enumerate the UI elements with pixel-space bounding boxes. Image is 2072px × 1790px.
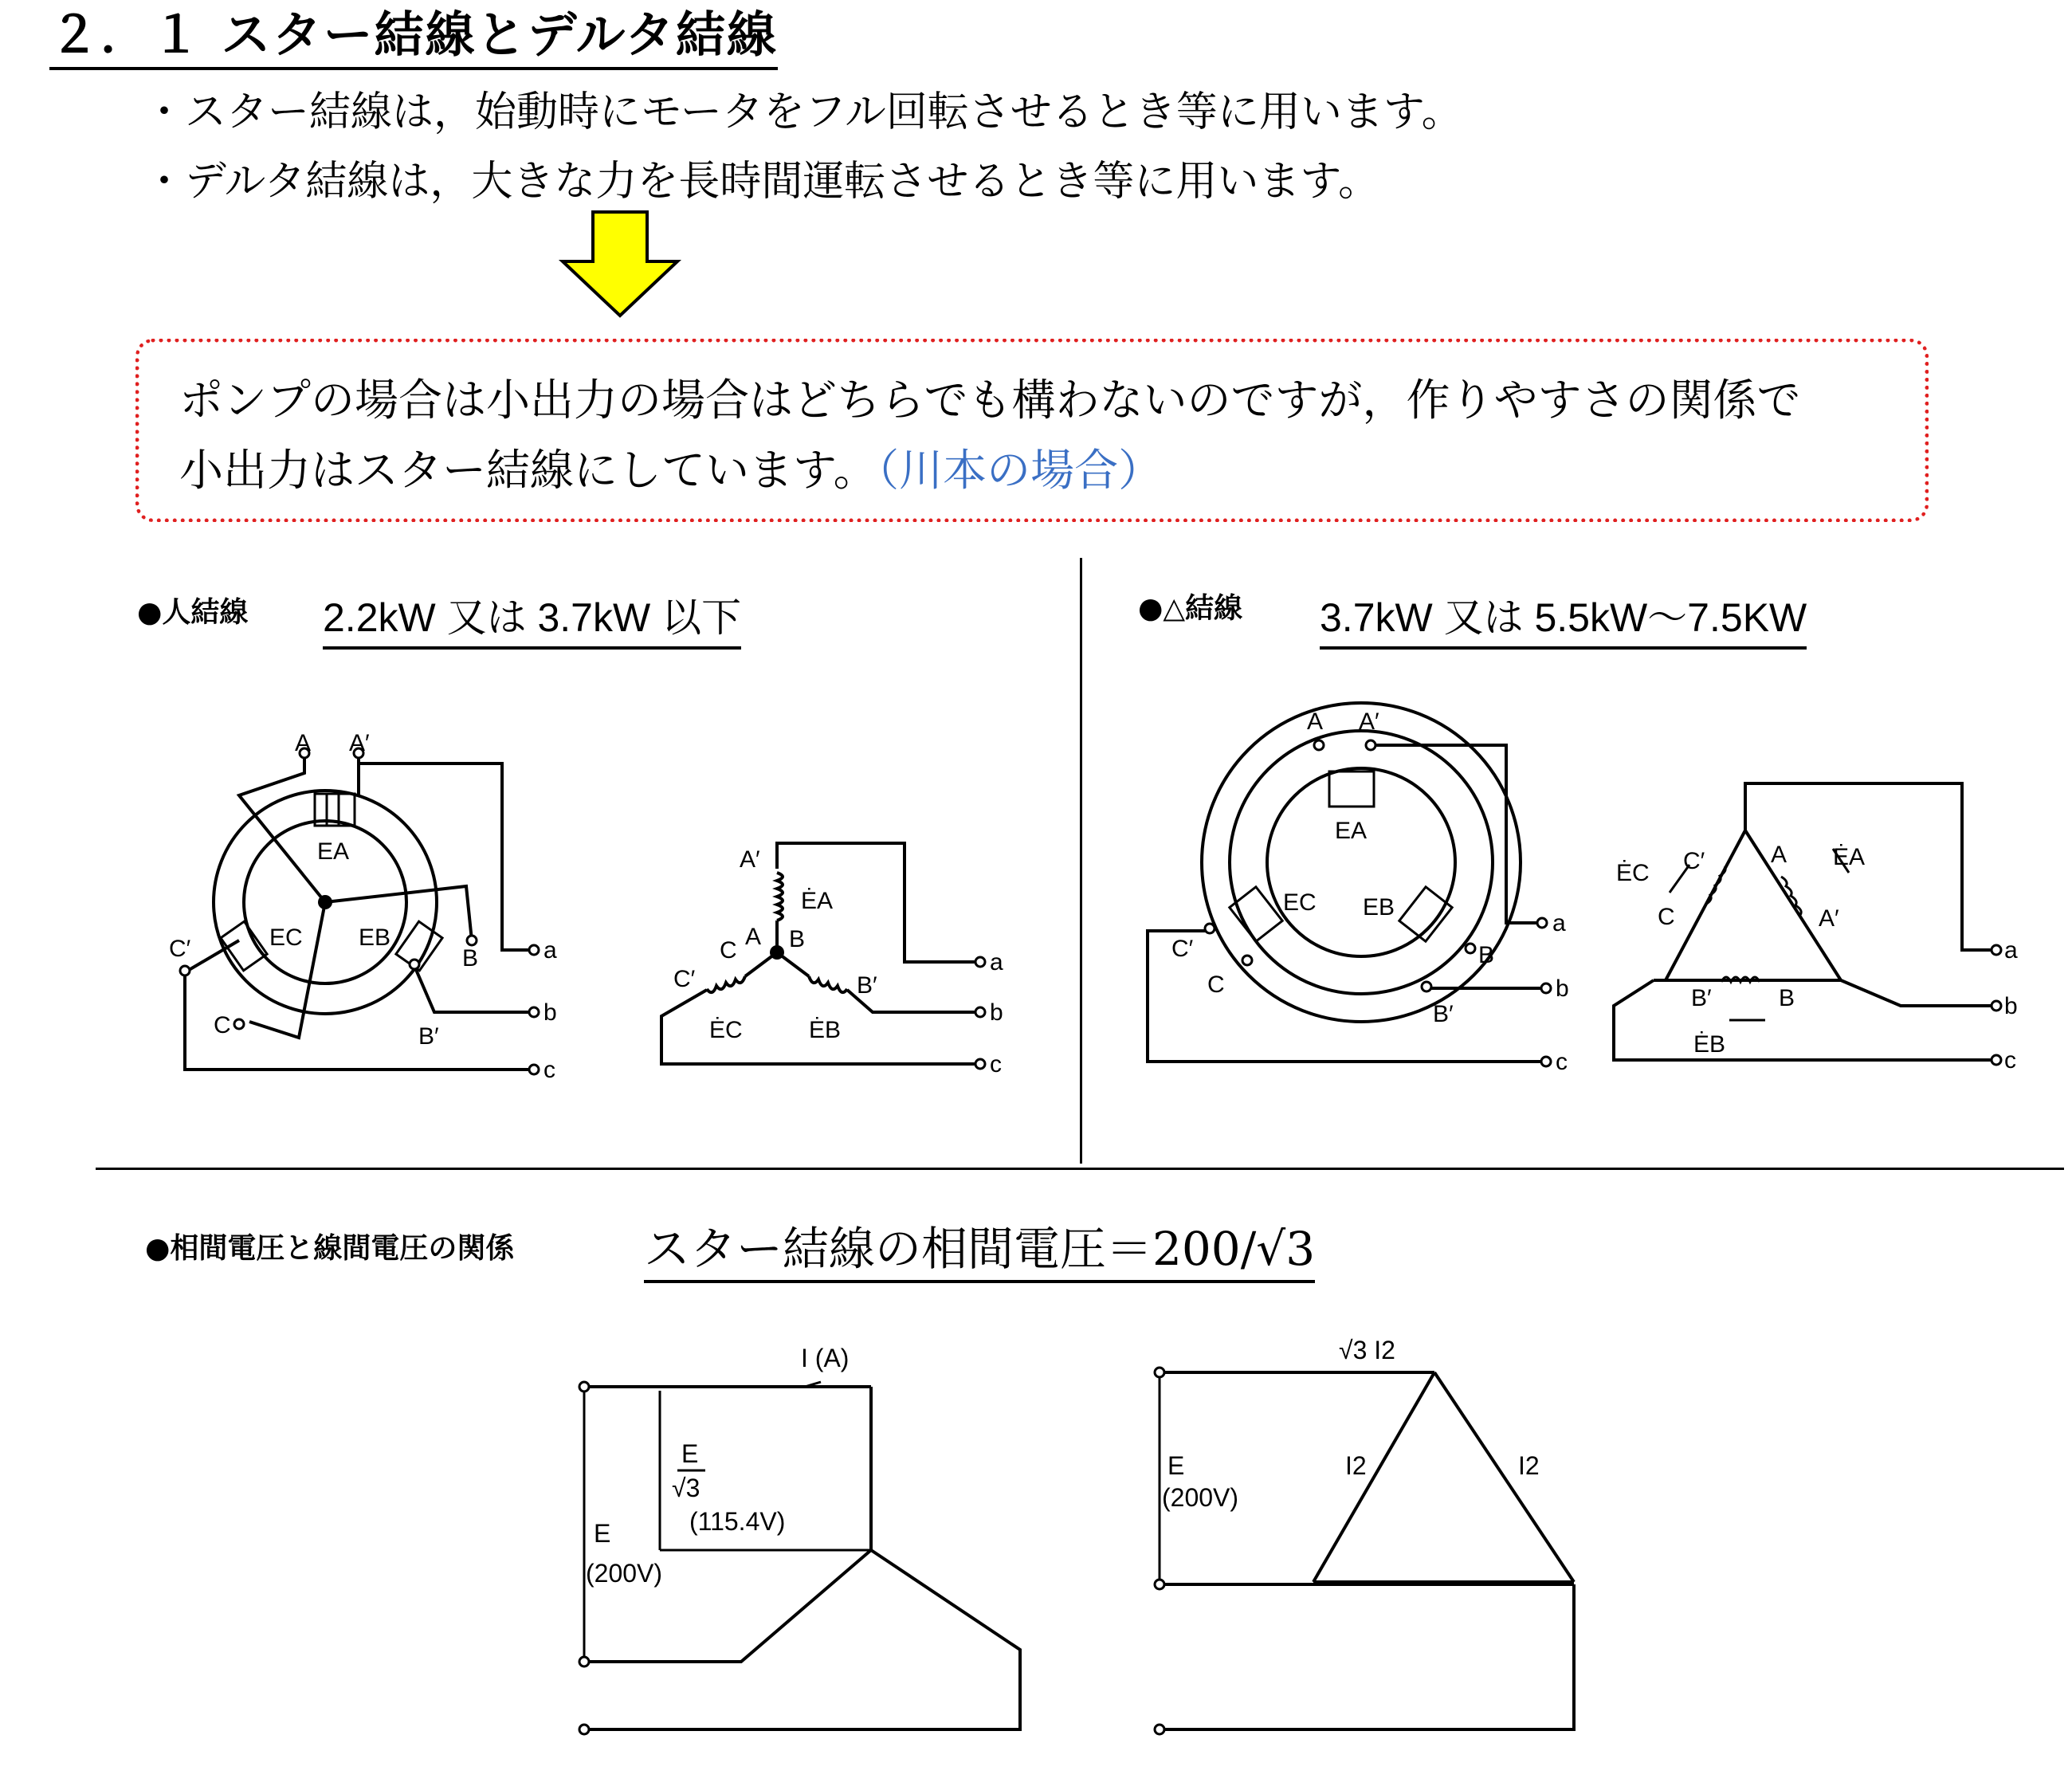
bullet-delta: ・デルタ結線は，大きな力を長時間運転させるとき等に用います。: [143, 158, 1380, 206]
label-C-4: C: [1658, 904, 1675, 930]
label-C-prime-3: C′: [1171, 936, 1194, 962]
label-C-prime: C′: [169, 936, 191, 962]
label-115v: (115.4V): [689, 1507, 786, 1536]
label-EB: EB: [359, 924, 391, 951]
label-c-3: c: [1556, 1049, 1568, 1075]
star-section-label: ●人結線: [137, 596, 249, 629]
label-EB-dot: ĖB: [809, 1017, 842, 1043]
callout-note: （川本の場合）: [877, 445, 1163, 496]
delta-voltage-diagram: [1160, 1372, 1574, 1729]
label-B-3: B: [1478, 942, 1495, 968]
label-B-4: B: [1779, 985, 1795, 1011]
label-EC-dot-4: ĖC: [1616, 860, 1650, 886]
label-A-prime-2: A′: [740, 846, 760, 873]
label-I2-left: I2: [1345, 1451, 1367, 1480]
label-200v: (200V): [586, 1559, 663, 1588]
label-A-4: A: [1771, 842, 1787, 868]
label-A-2: A: [745, 924, 762, 950]
label-c-2: c: [990, 1051, 1002, 1078]
label-B-prime-2: B′: [857, 972, 877, 999]
label-200v-2: (200V): [1162, 1483, 1239, 1512]
label-B-prime-4: B′: [1691, 985, 1712, 1011]
label-current-I: I (A): [801, 1344, 850, 1372]
label-E: E: [594, 1519, 611, 1548]
label-A: A: [295, 730, 312, 756]
label-a-2: a: [990, 949, 1003, 975]
label-EB-dot-4: ĖB: [1693, 1031, 1726, 1058]
label-A-prime-3: A′: [1359, 709, 1379, 735]
delta-ring-diagram: [1148, 703, 1542, 1062]
label-EC-3: EC: [1283, 889, 1317, 916]
label-C-prime-2: C′: [673, 966, 696, 992]
label-b-2: b: [990, 999, 1003, 1026]
star-section-range: 2.2kW 又は 3.7kW 以下: [323, 586, 741, 650]
label-c-4: c: [2004, 1047, 2016, 1074]
section-heading: ２．１ スター結線とデルタ結線: [49, 8, 778, 70]
label-EB-3: EB: [1363, 894, 1395, 921]
label-A-3: A: [1307, 709, 1324, 735]
label-c: c: [544, 1057, 555, 1083]
label-a-3: a: [1552, 910, 1566, 936]
delta-section-label: ●△結線: [1138, 592, 1243, 625]
label-EA-dot: ĖA: [801, 888, 834, 914]
label-EA-dot-4: ĖA: [1833, 844, 1866, 870]
label-B-prime: B′: [418, 1023, 439, 1050]
label-A-prime: A′: [349, 730, 370, 756]
label-a-4: a: [2004, 937, 2018, 964]
label-C-2: C: [720, 937, 737, 964]
bullet-star: ・スター結線は，始動時にモータをフル回転させるとき等に用います。: [143, 88, 1463, 136]
label-root3-I2: √3 I2: [1339, 1336, 1395, 1364]
label-E-2: E: [1167, 1451, 1185, 1480]
label-a: a: [544, 937, 557, 964]
label-b: b: [544, 999, 557, 1026]
relation-section-label: ●相間電圧と線間電圧の関係: [145, 1232, 515, 1265]
label-EC: EC: [269, 924, 303, 951]
label-I2-right: I2: [1518, 1451, 1540, 1480]
label-B: B: [462, 945, 479, 972]
label-EA: EA: [317, 838, 350, 865]
label-B-prime-3: B′: [1433, 1001, 1454, 1027]
callout-line-2: 小出力はスター結線にしています。（川本の場合）: [179, 445, 1163, 496]
label-C-prime-4: C′: [1683, 848, 1705, 874]
label-A-prime-4: A′: [1819, 905, 1839, 932]
label-EA-3: EA: [1335, 818, 1368, 844]
label-EC-dot: ĖC: [709, 1017, 743, 1043]
label-C-3: C: [1207, 972, 1225, 998]
star-voltage-diagram: [584, 1382, 1020, 1729]
label-E-over-root3-den: √3: [672, 1474, 700, 1502]
label-b-3: b: [1556, 975, 1569, 1002]
label-B-2: B: [789, 926, 806, 952]
label-b-4: b: [2004, 993, 2018, 1019]
label-E-over-root3-num: E: [681, 1439, 699, 1468]
relation-formula: スター結線の相間電圧＝200/√3: [644, 1211, 1315, 1283]
delta-section-range: 3.7kW 又は 5.5kW〜7.5KW: [1320, 586, 1807, 650]
label-C: C: [214, 1012, 231, 1038]
callout-line-1: ポンプの場合は小出力の場合はどちらでも構わないのですが，作りやすさの関係で: [179, 375, 1801, 426]
